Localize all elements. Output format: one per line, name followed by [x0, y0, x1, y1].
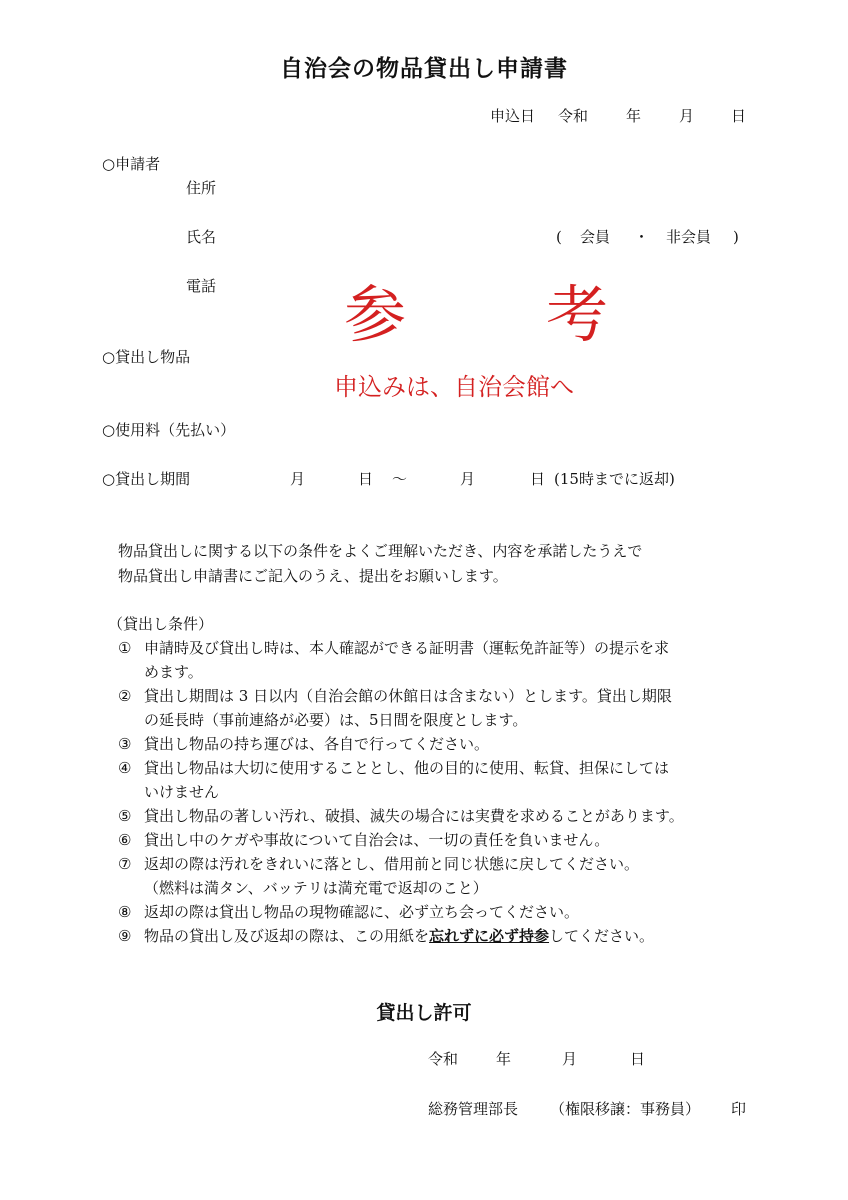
permit-heading: 貸出し許可	[376, 1002, 472, 1024]
date-year: 年	[626, 107, 642, 125]
rental-item-label: ○貸出し物品	[102, 348, 191, 366]
condition-item: ① 申請時及び貸出し時は、本人確認ができる証明書（運転免許証等）の提示を求 めます。	[118, 639, 670, 681]
phone-label: 電話	[186, 277, 217, 295]
condition-item-last: ⑨ 物品の貸出し及び返却の際は、この用紙を忘れずに必ず持参してください。	[118, 927, 655, 945]
applicant-heading: ○申請者	[102, 155, 161, 173]
reference-stamp-char2: 考	[546, 278, 609, 351]
membership-open-paren: (	[556, 228, 562, 246]
emphasis-bring-form: 忘れずに必ず持参	[429, 927, 550, 945]
intro-line: 物品貸出し申請書にご記入のうえ、提出をお願いします。	[118, 567, 508, 585]
condition-item: ⑤ 貸出し物品の著しい汚れ、破損、滅失の場合には実費を求めることがあります。	[118, 807, 684, 825]
condition-item: ③ 貸出し物品の持ち運びは、各自で行ってください。	[118, 735, 490, 753]
period-start-month: 月	[290, 470, 306, 488]
non-member-option: 非会員	[666, 228, 712, 246]
condition-item: ⑥ 貸出し中のケガや事故について自治会は、一切の責任を負いません。	[118, 831, 610, 849]
period-end-day: 日	[530, 470, 546, 488]
permit-official: 総務管理部長	[428, 1100, 519, 1118]
seal-mark: 印	[731, 1100, 747, 1118]
permit-year: 年	[496, 1050, 512, 1068]
permit-delegation: （権限移譲：事務員）	[550, 1100, 701, 1118]
member-option: 会員	[580, 228, 611, 246]
condition-item: ⑧ 返却の際は貸出し物品の現物確認に、必ず立ち会ってください。	[118, 903, 580, 921]
conditions-list	[118, 636, 758, 948]
period-end-month: 月	[460, 470, 476, 488]
membership-separator: ・	[634, 228, 650, 246]
period-start-day: 日	[358, 470, 374, 488]
intro-line: 物品貸出しに関する以下の条件をよくご理解いただき、内容を承諾したうえで	[118, 542, 643, 560]
reference-stamp-char1: 参	[344, 278, 407, 351]
permit-day: 日	[630, 1050, 646, 1068]
form-title: 自治会の物品貸出し申請書	[280, 55, 568, 82]
date-month: 月	[679, 107, 695, 125]
rental-period-label: ○貸出し期間	[102, 470, 191, 488]
reference-stamp-note: 申込みは、自治会館へ	[334, 373, 574, 401]
permit-era: 令和	[428, 1050, 459, 1068]
date-label: 申込日	[490, 107, 536, 125]
name-label: 氏名	[186, 228, 217, 246]
permit-month: 月	[562, 1050, 578, 1068]
condition-item: ④ 貸出し物品は大切に使用することとし、他の目的に使用、転貸、担保にしては いけません	[118, 759, 670, 801]
address-label: 住所	[186, 179, 217, 197]
date-era: 令和	[558, 107, 589, 125]
conditions-heading: （貸出し条件）	[108, 615, 214, 633]
period-return-note: (15時までに返却)	[554, 470, 675, 488]
membership-close-paren: )	[733, 228, 739, 246]
date-day: 日	[731, 107, 747, 125]
condition-item: ② 貸出し期間は 3 日以内（自治会館の休館日は含まない）とします。貸出し期限 の延長時（事前連絡が必要）は、5日間を限度とします。	[118, 687, 672, 729]
period-tilde: ～	[392, 470, 408, 488]
condition-item: ⑦ 返却の際は汚れをきれいに落とし、借用前と同じ状態に戻してください。 （燃料は満タン、バッテリは満充電で返却のこと）	[118, 855, 640, 897]
usage-fee-label: ○使用料（先払い）	[102, 421, 236, 439]
